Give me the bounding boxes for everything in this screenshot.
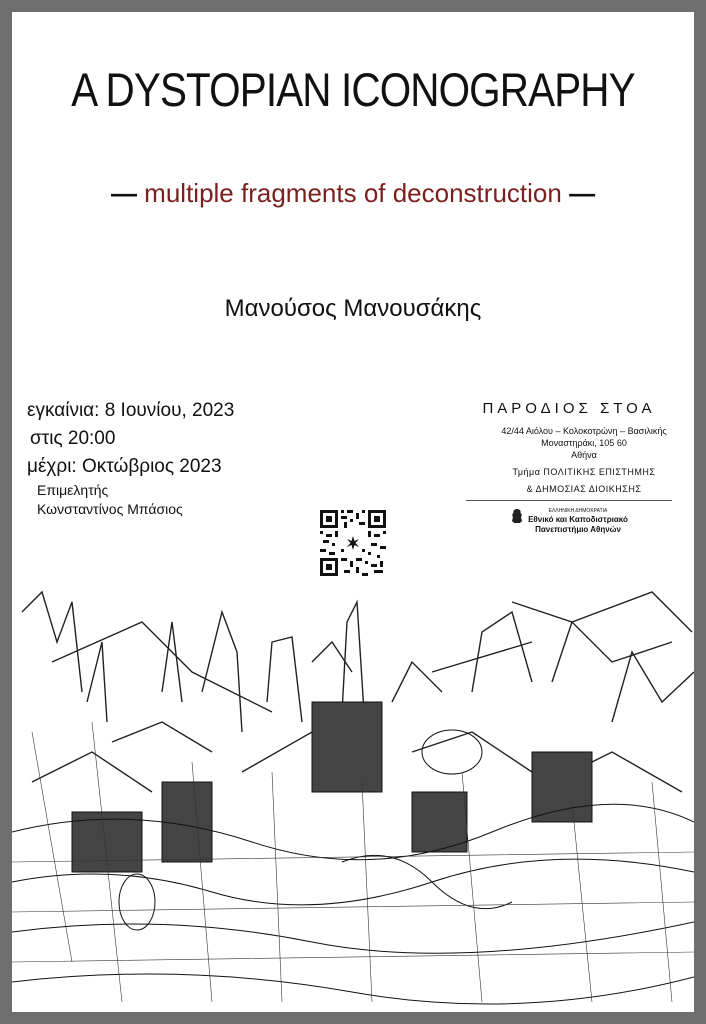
end-date: μέχρι: Οκτώβριος 2023: [27, 456, 222, 477]
university-logo: [456, 508, 682, 535]
department-line-2: & ΔΗΜΟΣΙΑΣ ΔΙΟΙΚΗΣΗΣ: [526, 484, 642, 494]
subtitle-dash-right: —: [569, 178, 596, 208]
qr-code[interactable]: [318, 508, 388, 578]
university-line-1: Εθνικό και Καποδιστριακό: [528, 515, 628, 524]
opening-date: εγκαίνια: 8 Ιουνίου, 2023: [27, 400, 235, 421]
curator-label: Επιμελητής: [37, 482, 109, 498]
venue-name: ΠΑΡΟΔΙΟΣ ΣΤΟΑ: [482, 400, 656, 417]
poster-subtitle: [12, 178, 694, 209]
subtitle-dash-left: —: [110, 178, 137, 208]
university-line-2: Πανεπιστήμιο Αθηνών: [535, 525, 621, 534]
dystopian-cityscape-artwork: [12, 582, 694, 1012]
department-line-1: Τμήμα ΠΟΛΙΤΙΚΗΣ ΕΠΙΣΤΗΜΗΣ: [512, 467, 656, 477]
artist-name: Μανούσος Μανουσάκης: [224, 295, 482, 322]
poster-title: A DYSTOPIAN ICONOGRAPHY: [71, 63, 635, 116]
venue-address-3: Αθήνα: [571, 450, 597, 460]
venue-block: [456, 400, 682, 535]
subtitle-text: multiple fragments of deconstruction: [144, 178, 562, 208]
venue-divider: [466, 500, 672, 501]
poster: [12, 12, 694, 1012]
venue-address-1: 42/44 Αιόλου – Κολοκοτρώνη – Βασιλικής: [501, 426, 667, 436]
opening-time: στις 20:00: [30, 428, 116, 449]
curator-name: Κωνσταντίνος Μπάσιος: [37, 501, 183, 517]
university-country: ΕΛΛΗΝΙΚΗ ΔΗΜΟΚΡΑΤΙΑ: [548, 508, 608, 514]
exhibition-details: [27, 397, 234, 519]
university-seal-icon: [510, 508, 524, 524]
venue-address-2: Μοναστηράκι, 105 60: [541, 438, 627, 448]
